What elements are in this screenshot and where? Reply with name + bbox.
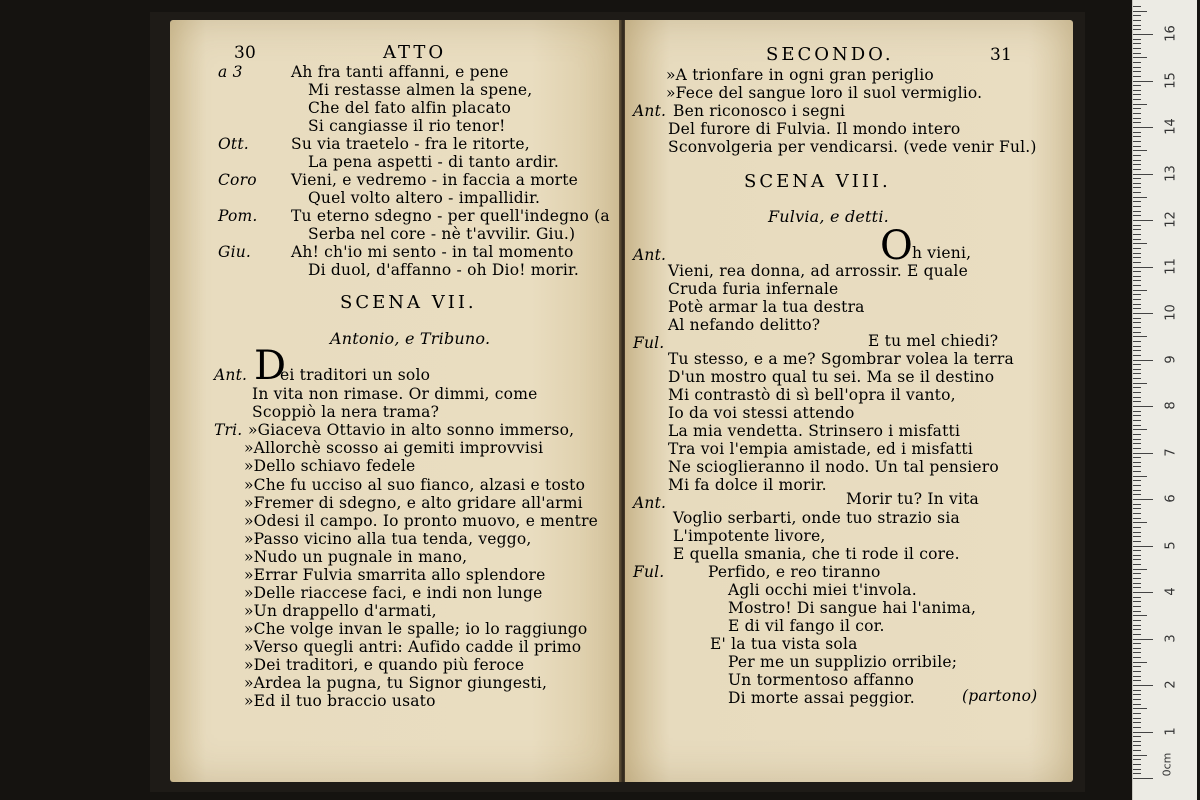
ruler-tick [1133, 299, 1141, 300]
ruler-tick [1133, 118, 1141, 119]
ruler-tick [1133, 313, 1153, 314]
speaker-ant: Ant. [633, 246, 667, 264]
speaker-ful: Ful. [633, 563, 665, 581]
ruler-tick [1133, 429, 1147, 430]
ruler-tick [1133, 234, 1141, 235]
ruler-tick [1133, 15, 1141, 16]
verse-line: ei traditori un solo [280, 366, 431, 384]
verse-line: E di vil fango il cor. [728, 617, 885, 635]
verse-line: »Passo vicino alla tua tenda, veggo, [244, 530, 532, 548]
ruler-tick [1133, 648, 1141, 649]
ruler-tick [1133, 397, 1141, 398]
ruler-tick [1133, 39, 1141, 40]
ruler-tick [1133, 355, 1141, 356]
ruler-number: 5 [1163, 540, 1179, 550]
verse-line: »Ardea la pugna, tu Signor giungesti, [244, 674, 548, 692]
ruler-tick [1133, 164, 1141, 165]
ruler-number: 10 [1163, 304, 1179, 321]
ruler-tick [1133, 587, 1141, 588]
ruler-tick [1133, 169, 1141, 170]
ruler-tick [1133, 676, 1141, 677]
verse-line: Vieni, rea donna, ad arrossir. E quale [668, 262, 968, 280]
verse-line: »Giaceva Ottavio in alto sonno immerso, [248, 421, 575, 439]
verse-line: Perfido, e reo tiranno [708, 563, 881, 581]
ruler-tick [1133, 350, 1141, 351]
verse-line: Vieni, e vedremo - in faccia a morte [291, 171, 579, 189]
speaker-ant: Ant. [633, 102, 667, 120]
ruler-tick [1133, 308, 1141, 309]
verse-line: »Che fu ucciso al suo fianco, alzasi e tosto [244, 476, 586, 494]
ruler-number: 6 [1163, 494, 1179, 503]
ruler-tick [1133, 541, 1141, 542]
left-running-head: ATTO [383, 42, 447, 63]
ruler-tick [1133, 378, 1141, 379]
verse-line: Mostro! Di sangue hai l'anima, [728, 599, 977, 617]
speaker-a3: a 3 [218, 63, 243, 81]
ruler-tick [1133, 764, 1141, 765]
verse-line: Morir tu? In vita [846, 490, 979, 508]
verse-line: »Ed il tuo braccio usato [244, 692, 436, 710]
ruler-tick [1133, 708, 1147, 709]
verse-line: Io da voi stessi attendo [668, 404, 855, 422]
ruler-tick [1133, 415, 1141, 416]
ruler-tick [1133, 20, 1141, 21]
ruler-tick [1133, 373, 1141, 374]
ruler-tick [1133, 718, 1141, 719]
ruler-tick [1133, 601, 1141, 602]
verse-line: Quel volto altero - impallidir. [308, 189, 541, 207]
ruler-tick [1133, 81, 1153, 82]
ruler-tick [1133, 94, 1141, 95]
ruler-tick [1133, 71, 1141, 72]
speaker-ant: Ant. [214, 366, 248, 384]
ruler-tick [1133, 267, 1153, 268]
verse-line: Tu stesso, e a me? Sgombrar volea la terra [668, 350, 1014, 368]
ruler-tick [1133, 178, 1141, 179]
ruler-tick [1133, 583, 1141, 584]
ruler-tick [1133, 434, 1141, 435]
ruler-tick [1133, 364, 1141, 365]
ruler-tick [1133, 150, 1147, 151]
verse-line: Mi contrastò di sì bell'opra il vanto, [668, 386, 956, 404]
ruler-tick [1133, 108, 1141, 109]
ruler-tick [1133, 280, 1141, 281]
ruler-tick [1133, 652, 1141, 653]
ruler-tick [1133, 578, 1141, 579]
ruler-tick [1133, 625, 1141, 626]
verse-line: Potè armar la tua destra [668, 298, 865, 316]
verse-line: »Verso quegli antri: Aufido cadde il primo [244, 638, 582, 656]
verse-line: Mi restasse almen la spene, [308, 81, 533, 99]
ruler-tick [1133, 155, 1141, 156]
ruler-tick [1133, 67, 1141, 68]
measurement-ruler [1132, 0, 1197, 800]
ruler-tick [1133, 369, 1141, 370]
ruler-tick [1133, 439, 1141, 440]
speaker-pom: Pom. [218, 207, 258, 225]
ruler-tick [1133, 411, 1141, 412]
verse-line: »Dei traditori, e quando più feroce [244, 656, 525, 674]
ruler-tick [1133, 48, 1141, 49]
ruler-tick [1133, 615, 1147, 616]
ruler-tick [1133, 174, 1153, 175]
ruler-tick [1133, 443, 1141, 444]
ruler-tick [1133, 229, 1141, 230]
speaker-giu: Giu. [218, 243, 252, 261]
ruler-tick [1133, 206, 1141, 207]
verse-line: Si cangiasse il rio tenor! [308, 117, 506, 135]
ruler-tick [1133, 290, 1147, 291]
ruler-tick [1133, 257, 1141, 258]
verse-line: Di duol, d'affanno - oh Dio! morir. [308, 261, 580, 279]
ruler-tick [1133, 187, 1141, 188]
ruler-number: 16 [1163, 25, 1179, 42]
verse-line: »Un drappello d'armati, [244, 602, 437, 620]
ruler-tick [1133, 736, 1141, 737]
ruler-tick [1133, 550, 1141, 551]
ruler-tick [1133, 146, 1141, 147]
ruler-tick [1133, 327, 1141, 328]
verse-line: Sconvolgeria per vendicarsi. (vede venir Ful.) [668, 138, 1037, 156]
ruler-tick [1133, 318, 1141, 319]
verse-line: »Allorchè scosso ai gemiti improvvisi [244, 439, 544, 457]
verse-line: Scoppiò la nera trama? [252, 403, 440, 421]
ruler-tick [1133, 480, 1141, 481]
ruler-number: 3 [1163, 633, 1179, 643]
verse-line: Ne scioglieranno il nodo. Un tal pensiero [668, 458, 999, 476]
ruler-tick [1133, 113, 1141, 114]
ruler-tick [1133, 527, 1141, 528]
verse-line: Ben riconosco i segni [673, 102, 846, 120]
ruler-tick [1133, 573, 1141, 574]
ruler-tick [1133, 383, 1147, 384]
drop-cap: O [880, 223, 913, 269]
ruler-tick [1133, 499, 1153, 500]
verse-line: In vita non rimase. Or dimmi, come [252, 385, 538, 403]
verse-line: Tu eterno sdegno - per quell'indegno (a [291, 207, 610, 225]
ruler-tick [1133, 759, 1141, 760]
ruler-number: 15 [1163, 71, 1179, 89]
ruler-tick [1133, 559, 1141, 560]
ruler-tick [1133, 341, 1141, 342]
verse-line: Ah! ch'io mi sento - in tal momento [291, 243, 574, 261]
verse-line: »Che volge invan le spalle; io lo raggiungo [244, 620, 588, 638]
scene-cast: Fulvia, e detti. [768, 207, 889, 226]
ruler-tick [1133, 285, 1141, 286]
scene-cast: Antonio, e Tribuno. [330, 329, 491, 348]
drop-cap: D [254, 343, 287, 389]
ruler-tick [1133, 704, 1141, 705]
ruler-tick [1133, 634, 1141, 635]
ruler-tick [1133, 215, 1141, 216]
ruler-tick [1133, 453, 1153, 454]
ruler-tick [1133, 513, 1141, 514]
verse-line: L'impotente livore, [673, 527, 826, 545]
ruler-tick [1133, 741, 1141, 742]
ruler-tick [1133, 127, 1153, 128]
ruler-tick [1133, 346, 1141, 347]
ruler-tick [1133, 211, 1141, 212]
verse-line: Ah fra tanti affanni, e pene [291, 63, 509, 81]
ruler-tick [1133, 62, 1141, 63]
verse-line: Mi fa dolce il morir. [668, 476, 827, 494]
ruler-tick [1133, 569, 1147, 570]
ruler-tick [1133, 504, 1141, 505]
ruler-tick [1133, 620, 1141, 621]
ruler-tick [1133, 611, 1141, 612]
verse-line: Del furore di Fulvia. Il mondo intero [668, 120, 961, 138]
ruler-tick [1133, 253, 1141, 254]
ruler-tick [1133, 276, 1141, 277]
verse-line: »Dello schiavo fedele [244, 457, 416, 475]
ruler-tick [1133, 680, 1141, 681]
ruler-tick [1133, 522, 1147, 523]
ruler-tick [1133, 639, 1153, 640]
right-running-head: SECONDO. [766, 44, 894, 65]
verse-line: Per me un supplizio orribile; [728, 653, 958, 671]
ruler-tick [1133, 25, 1141, 26]
ruler-tick [1133, 657, 1141, 658]
verse-line: Cruda furia infernale [668, 280, 839, 298]
verse-line: Di morte assai peggior. [728, 689, 915, 707]
ruler-tick [1133, 141, 1141, 142]
ruler-tick [1133, 420, 1141, 421]
verse-line: E tu mel chiedi? [868, 332, 999, 350]
ruler-tick [1133, 694, 1141, 695]
verse-line: Un tormentoso affanno [728, 671, 915, 689]
ruler-tick [1133, 220, 1153, 221]
ruler-tick [1133, 699, 1141, 700]
ruler-number: 8 [1163, 401, 1179, 410]
ruler-tick [1133, 564, 1141, 565]
ruler-tick [1133, 750, 1141, 751]
ruler-tick [1133, 387, 1141, 388]
ruler-tick [1133, 485, 1141, 486]
ruler-tick [1133, 271, 1141, 272]
speaker-ant: Ant. [633, 494, 667, 512]
ruler-tick [1133, 332, 1141, 333]
verse-line: E quella smania, che ti rode il core. [673, 545, 960, 563]
ruler-tick [1133, 43, 1141, 44]
ruler-unit-label: 0cm [1160, 752, 1174, 777]
ruler-tick [1133, 29, 1141, 30]
ruler-tick [1133, 745, 1141, 746]
ruler-tick [1133, 57, 1147, 58]
ruler-tick [1133, 536, 1141, 537]
ruler-tick [1133, 629, 1141, 630]
verse-line: Tra voi l'empia amistade, ed i misfatti [668, 440, 974, 458]
ruler-tick [1133, 392, 1141, 393]
ruler-tick [1133, 248, 1141, 249]
ruler-tick [1133, 713, 1141, 714]
ruler-tick [1133, 662, 1147, 663]
verse-line: Al nefando delitto? [668, 316, 821, 334]
scene-title: SCENA VIII. [744, 171, 891, 192]
ruler-tick [1133, 192, 1141, 193]
ruler-tick [1133, 727, 1141, 728]
verse-line: Che del fato alfin placato [308, 99, 511, 117]
ruler-tick [1133, 136, 1141, 137]
verse-line: »Nudo un pugnale in mano, [244, 548, 468, 566]
ruler-tick [1133, 225, 1141, 226]
ruler-tick [1133, 466, 1141, 467]
ruler-tick [1133, 294, 1141, 295]
ruler-tick [1133, 132, 1141, 133]
ruler-tick [1133, 476, 1147, 477]
ruler-tick [1133, 490, 1141, 491]
ruler-tick [1133, 425, 1141, 426]
scene-title: SCENA VII. [340, 292, 477, 313]
speaker-tri: Tri. [214, 421, 243, 439]
ruler-tick [1133, 53, 1141, 54]
stage-direction: (partono) [962, 687, 1038, 705]
verse-line: »Odesi il campo. Io pronto muovo, e mentre [244, 512, 599, 530]
ruler-tick [1133, 555, 1141, 556]
ruler-number: 9 [1163, 354, 1179, 364]
ruler-tick [1133, 773, 1141, 774]
ruler-tick [1133, 532, 1141, 533]
ruler-tick [1133, 360, 1153, 361]
ruler-tick [1133, 201, 1141, 202]
ruler-tick [1133, 471, 1141, 472]
ruler-number: 2 [1163, 680, 1179, 689]
ruler-number: 11 [1163, 257, 1179, 275]
ruler-tick [1133, 546, 1153, 547]
ruler-tick [1133, 183, 1141, 184]
ruler-tick [1133, 769, 1141, 770]
ruler-tick [1133, 457, 1141, 458]
ruler-tick [1133, 243, 1147, 244]
ruler-tick [1133, 262, 1141, 263]
ruler-tick [1133, 336, 1147, 337]
verse-line: »Fece del sangue loro il suol vermiglio. [666, 84, 983, 102]
ruler-tick [1133, 690, 1141, 691]
ruler-tick [1133, 671, 1141, 672]
verse-line: Agli occhi miei t'invola. [728, 581, 917, 599]
left-page-number: 30 [234, 43, 257, 63]
verse-line: h vieni, [912, 244, 972, 262]
ruler-number: 4 [1163, 587, 1179, 596]
verse-line: »A trionfare in ogni gran periglio [666, 66, 934, 84]
ruler-tick [1133, 304, 1141, 305]
ruler-tick [1133, 643, 1141, 644]
ruler-tick [1133, 666, 1141, 667]
ruler-tick [1133, 104, 1147, 105]
ruler-number: 13 [1163, 164, 1179, 182]
ruler-tick [1133, 76, 1141, 77]
ruler-tick [1133, 508, 1141, 509]
verse-line: Su via traetelo - fra le ritorte, [291, 135, 530, 153]
ruler-tick [1133, 778, 1153, 779]
ruler-tick [1133, 322, 1141, 323]
ruler-tick [1133, 518, 1141, 519]
ruler-tick [1133, 494, 1141, 495]
speaker-ott: Ott. [218, 135, 249, 153]
verse-line: »Fremer di sdegno, e alto gridare all'armi [244, 494, 583, 512]
verse-line: »Errar Fulvia smarrita allo splendore [244, 566, 546, 584]
ruler-tick [1133, 239, 1141, 240]
ruler-number: 12 [1163, 211, 1179, 228]
ruler-tick [1133, 85, 1141, 86]
verse-line: »Delle riaccese faci, e indi non lunge [244, 584, 543, 602]
ruler-tick [1133, 606, 1141, 607]
ruler-tick [1133, 462, 1141, 463]
ruler-tick [1133, 6, 1141, 7]
ruler-tick [1133, 401, 1141, 402]
ruler-tick [1133, 197, 1147, 198]
ruler-tick [1133, 448, 1141, 449]
ruler-tick [1133, 160, 1141, 161]
speaker-coro: Coro [218, 171, 257, 189]
ruler-tick [1133, 90, 1141, 91]
ruler-number: 14 [1163, 118, 1179, 135]
ruler-tick [1133, 597, 1141, 598]
ruler-tick [1133, 99, 1141, 100]
speaker-ful: Ful. [633, 334, 665, 352]
ruler-tick [1133, 11, 1147, 12]
ruler-number: 1 [1163, 726, 1179, 736]
verse-line: La pena aspetti - di tanto ardir. [308, 153, 560, 171]
ruler-number: 7 [1163, 447, 1179, 457]
ruler-tick [1133, 406, 1153, 407]
verse-line: E' la tua vista sola [710, 635, 858, 653]
verse-line: Voglio serbarti, onde tuo strazio sia [673, 509, 960, 527]
ruler-tick [1133, 34, 1153, 35]
ruler-tick [1133, 755, 1147, 756]
ruler-tick [1133, 592, 1153, 593]
right-page-number: 31 [990, 45, 1013, 65]
verse-line: Serba nel core - nè t'avvilir. Giu.) [308, 225, 576, 243]
ruler-tick [1133, 722, 1141, 723]
ruler-tick [1133, 685, 1153, 686]
verse-line: La mia vendetta. Strinsero i misfatti [668, 422, 961, 440]
verse-line: D'un mostro qual tu sei. Ma se il destino [668, 368, 995, 386]
ruler-tick [1133, 732, 1153, 733]
ruler-tick [1133, 122, 1141, 123]
